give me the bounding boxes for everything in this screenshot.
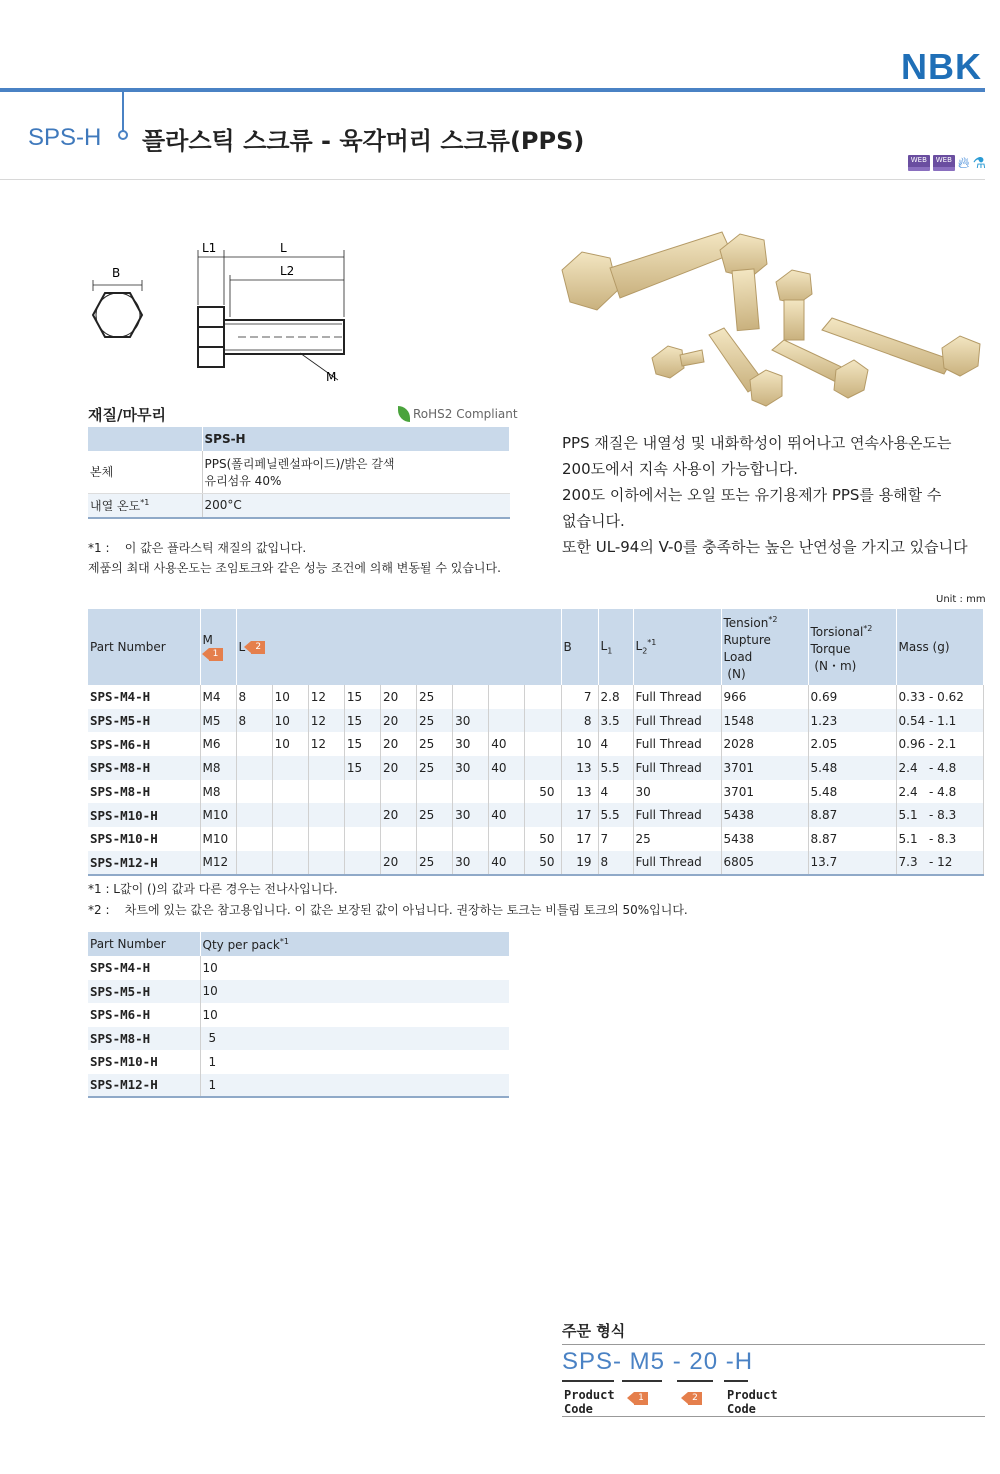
cell-l (308, 780, 344, 804)
col-part-number: Part Number (88, 609, 200, 685)
hex-head-side (198, 307, 224, 367)
cell-torque: 8.87 (808, 827, 896, 851)
table-note-1: *1 : L값이 ()의 값과 다른 경우는 전나사입니다. (88, 882, 338, 896)
cell-l (308, 851, 344, 875)
order-badge-1: 1 (628, 1388, 648, 1407)
cell-l (308, 827, 344, 851)
qty-row (88, 1074, 509, 1098)
table-row (88, 709, 984, 733)
cell-m: M10 (200, 827, 236, 851)
unit-label: Unit : mm (936, 594, 986, 605)
cell-l2: 30 (633, 780, 721, 804)
cell-b: 19 (561, 851, 598, 875)
table-row (88, 851, 984, 875)
cell-m: M6 (200, 732, 236, 756)
cell-mass: 2.4 - 4.8 (896, 756, 984, 780)
qty-cell-part: SPS-M4-H (88, 956, 200, 980)
cell-l: 40 (489, 803, 525, 827)
cell-l: 30 (453, 709, 489, 733)
cell-l2: Full Thread (633, 709, 721, 733)
material-label-temp: 내열 온도$^{*1}$ (88, 493, 202, 518)
cell-l: 10 (272, 709, 308, 733)
order-format-title: 주문 형식 (562, 1322, 626, 1340)
cell-l (344, 827, 380, 851)
cell-l (236, 732, 272, 756)
leaf-icon (398, 406, 410, 422)
cell-torque: 13.7 (808, 851, 896, 875)
label-l: L (280, 241, 287, 255)
material-value-temp: 200°C (202, 493, 510, 518)
cell-l (344, 851, 380, 875)
table-note-2: *2 : 차트에 있는 값은 참고용입니다. 이 값은 보장된 값이 아닙니다. 권장하는 토크는 비틀림 토크의 50%입니다. (88, 903, 688, 917)
cell-tension: 3701 (721, 756, 808, 780)
cell-l: 20 (380, 732, 416, 756)
cell-l: 30 (453, 756, 489, 780)
cell-l2: Full Thread (633, 732, 721, 756)
order-underline-suffix (724, 1380, 748, 1382)
cell-l: 25 (417, 732, 453, 756)
cell-l (380, 827, 416, 851)
label-b: B (112, 266, 121, 280)
cell-tension: 2028 (721, 732, 808, 756)
cell-l (236, 756, 272, 780)
material-label-body: 본체 (88, 451, 202, 493)
cell-mass: 0.33 - 0.62 (896, 685, 984, 709)
col-mass: Mass (g) (896, 609, 984, 685)
cell-l: 15 (344, 709, 380, 733)
order-underline-product (562, 1380, 614, 1382)
cell-l1: 4 (598, 780, 633, 804)
cell-l: 30 (453, 851, 489, 875)
cell-mass: 5.1 - 8.3 (896, 827, 984, 851)
cell-l: 15 (344, 732, 380, 756)
order-badge-2: 2 (682, 1388, 702, 1407)
product-description: PPS 재질은 내열성 및 내화학성이 뛰어나고 연속사용온도는 200도에서 지속 사용이 가능합니다. 200도 이하에서는 오일 또는 유기용제가 PPS를 용해할 수 없습니다. 또한 UL-94의 V-0를 충족하는 높은 난연성을 가지고 있습니다 (562, 434, 968, 556)
material-note-1: *1 : 이 값은 플라스틱 재질의 값입니다. (88, 541, 307, 555)
feature-icons (908, 155, 986, 171)
qty-row (88, 1003, 509, 1027)
cell-pn: SPS-M10-H (88, 803, 200, 827)
cell-tension: 3701 (721, 780, 808, 804)
cell-l (489, 685, 525, 709)
order-line-top (562, 1344, 985, 1345)
cell-mass: 0.54 - 1.1 (896, 709, 984, 733)
col-b: B (561, 609, 598, 685)
header-dot (118, 130, 128, 140)
cell-pn: SPS-M12-H (88, 851, 200, 875)
cell-l: 20 (380, 709, 416, 733)
table-row (88, 803, 984, 827)
cell-l (236, 851, 272, 875)
cell-l: 40 (489, 756, 525, 780)
cell-l: 40 (489, 851, 525, 875)
cell-b: 17 (561, 803, 598, 827)
cell-l: 25 (417, 709, 453, 733)
cell-tension: 966 (721, 685, 808, 709)
cell-m: M5 (200, 709, 236, 733)
cell-torque: 8.87 (808, 803, 896, 827)
cell-l2: Full Thread (633, 803, 721, 827)
order-underline-m (622, 1380, 662, 1382)
qty-row (88, 980, 509, 1004)
cell-l (525, 709, 561, 733)
cell-l (272, 851, 308, 875)
cell-l: 12 (308, 732, 344, 756)
cell-l1: 3.5 (598, 709, 633, 733)
cell-l: 12 (308, 685, 344, 709)
cell-b: 13 (561, 780, 598, 804)
cell-tension: 5438 (721, 827, 808, 851)
material-header-col: SPS-H (202, 427, 510, 451)
cell-l: 30 (453, 803, 489, 827)
cell-b: 10 (561, 732, 598, 756)
cell-l: 40 (489, 732, 525, 756)
qty-cell-qty: 1 (208, 1054, 217, 1069)
cell-l: 20 (380, 756, 416, 780)
cell-l: 10 (272, 732, 308, 756)
qty-cell-qty: 10 (202, 1007, 218, 1022)
qty-col-part: Part Number (88, 932, 200, 956)
cell-l (272, 780, 308, 804)
cell-l (489, 709, 525, 733)
cell-mass: 5.1 - 8.3 (896, 803, 984, 827)
cell-m: M12 (200, 851, 236, 875)
cell-l: 50 (525, 780, 561, 804)
cell-l (380, 780, 416, 804)
material-note-2: 제품의 최대 사용온도는 조임토크와 같은 성능 조건에 의해 변동될 수 있습니다. (88, 561, 501, 575)
cell-mass: 0.96 - 2.1 (896, 732, 984, 756)
cell-l (236, 780, 272, 804)
cell-l (525, 803, 561, 827)
cell-b: 13 (561, 756, 598, 780)
cell-l (417, 827, 453, 851)
qty-cell-part: SPS-M12-H (88, 1074, 200, 1098)
material-title: 재질/마무리 (88, 406, 166, 424)
order-label-product-code-left: Product Code (564, 1388, 615, 1416)
cell-pn: SPS-M8-H (88, 780, 200, 804)
table-row (88, 827, 984, 851)
qty-col-qty: Qty per pack$^{*1}$ (200, 932, 509, 956)
label-m: M (326, 370, 337, 384)
cell-b: 8 (561, 709, 598, 733)
header-divider (122, 92, 124, 132)
cell-l: 25 (417, 756, 453, 780)
cell-l (453, 827, 489, 851)
fire-resistant-icon: 🔥︎ (957, 153, 970, 172)
cell-l: 50 (525, 851, 561, 875)
web-icon: WEB (933, 155, 955, 171)
cell-l: 8 (236, 685, 272, 709)
cell-torque: 5.48 (808, 756, 896, 780)
cell-l (308, 803, 344, 827)
cell-pn: SPS-M6-H (88, 732, 200, 756)
cell-l (344, 803, 380, 827)
cell-l: 15 (344, 685, 380, 709)
label-l2: L2 (280, 264, 295, 278)
qty-row (88, 1050, 509, 1074)
col-torsional: Torsional$^{*2}$ Torque (N・m) (808, 609, 896, 685)
cell-l1: 7 (598, 827, 633, 851)
col-tension: Tension$^{*2}$ Rupture Load (N) (721, 609, 808, 685)
cell-l: 25 (417, 851, 453, 875)
order-underline-l (677, 1380, 713, 1382)
cell-tension: 6805 (721, 851, 808, 875)
order-code-example: SPS- M5 - 20 -H (562, 1348, 754, 1375)
web-icon: WEB (908, 155, 930, 171)
material-header-blank (88, 427, 202, 451)
cell-pn: SPS-M5-H (88, 709, 200, 733)
cell-l1: 4 (598, 732, 633, 756)
hex-end-view (93, 293, 142, 337)
cell-l1: 5.5 (598, 803, 633, 827)
qty-cell-qty: 5 (200, 1027, 509, 1051)
cell-m: M8 (200, 780, 236, 804)
badge-1: 1 (209, 648, 223, 661)
qty-cell-part: SPS-M8-H (88, 1027, 200, 1051)
qty-table (88, 932, 509, 1098)
cell-l1: 2.8 (598, 685, 633, 709)
spec-table (88, 609, 984, 876)
page-title: 플라스틱 스크류 - 육각머리 스크류(PPS) (142, 127, 585, 155)
cell-m: M4 (200, 685, 236, 709)
chemical-resistant-icon: ⚗ (972, 154, 986, 172)
cell-b: 7 (561, 685, 598, 709)
material-table (88, 427, 510, 519)
cell-l (308, 756, 344, 780)
material-value-body: PPS(폴리페닐렌설파이드)/밝은 갈색 유리섬유 40% (202, 451, 510, 493)
cell-l (417, 780, 453, 804)
label-l1: L1 (202, 241, 217, 255)
header-divider-line (0, 179, 985, 180)
col-l: L 2 (236, 609, 561, 685)
technical-drawing (78, 235, 378, 395)
cell-tension: 1548 (721, 709, 808, 733)
col-l2: $L_2^{*1}$ (633, 609, 721, 685)
cell-b: 17 (561, 827, 598, 851)
cell-l (272, 803, 308, 827)
cell-l (236, 803, 272, 827)
cell-l (236, 827, 272, 851)
cell-l (525, 756, 561, 780)
cell-l (272, 827, 308, 851)
header-bar (0, 88, 985, 92)
cell-mass: 7.3 - 12 (896, 851, 984, 875)
cell-l (525, 732, 561, 756)
table-row (88, 780, 984, 804)
order-label-product-code-right: Product Code (727, 1388, 778, 1416)
table-row (88, 756, 984, 780)
nbk-logo: NBK (901, 46, 982, 87)
cell-torque: 0.69 (808, 685, 896, 709)
cell-l (272, 756, 308, 780)
cell-l: 20 (380, 803, 416, 827)
cell-l2: Full Thread (633, 685, 721, 709)
cell-l (525, 685, 561, 709)
cell-l (489, 780, 525, 804)
cell-l: 25 (417, 685, 453, 709)
qty-cell-part: SPS-M10-H (88, 1050, 200, 1074)
qty-cell-part: SPS-M5-H (88, 980, 200, 1004)
cell-l2: 25 (633, 827, 721, 851)
col-m: M 1 (200, 609, 236, 685)
cell-l: 10 (272, 685, 308, 709)
cell-l: 25 (417, 803, 453, 827)
cell-torque: 1.23 (808, 709, 896, 733)
qty-cell-qty: 10 (202, 960, 218, 975)
qty-cell-qty: 10 (200, 980, 509, 1004)
cell-m: M10 (200, 803, 236, 827)
product-photo (552, 210, 988, 420)
rohs-label: RoHS2 Compliant (413, 407, 518, 421)
qty-cell-part: SPS-M6-H (88, 1003, 200, 1027)
cell-l: 20 (380, 685, 416, 709)
cell-l1: 8 (598, 851, 633, 875)
table-row (88, 685, 984, 709)
cell-l (453, 685, 489, 709)
product-code: SPS-H (28, 124, 102, 151)
cell-l: 15 (344, 756, 380, 780)
cell-l (453, 780, 489, 804)
cell-l (489, 827, 525, 851)
cell-l2: Full Thread (633, 851, 721, 875)
cell-l: 50 (525, 827, 561, 851)
cell-tension: 5438 (721, 803, 808, 827)
order-line-bottom (562, 1416, 985, 1417)
cell-m: M8 (200, 756, 236, 780)
cell-torque: 5.48 (808, 780, 896, 804)
cell-mass: 2.4 - 4.8 (896, 780, 984, 804)
cell-l: 12 (308, 709, 344, 733)
cell-l: 20 (380, 851, 416, 875)
qty-row (88, 956, 509, 980)
table-row (88, 732, 984, 756)
qty-row (88, 1027, 509, 1051)
rohs-badge (398, 406, 518, 422)
cell-l (344, 780, 380, 804)
cell-l: 30 (453, 732, 489, 756)
cell-pn: SPS-M10-H (88, 827, 200, 851)
qty-cell-qty: 1 (200, 1074, 509, 1098)
cell-pn: SPS-M4-H (88, 685, 200, 709)
col-l1: $L_1$ (598, 609, 633, 685)
cell-torque: 2.05 (808, 732, 896, 756)
cell-l: 8 (236, 709, 272, 733)
badge-2: 2 (251, 641, 265, 654)
cell-pn: SPS-M8-H (88, 756, 200, 780)
cell-l2: Full Thread (633, 756, 721, 780)
cell-l1: 5.5 (598, 756, 633, 780)
